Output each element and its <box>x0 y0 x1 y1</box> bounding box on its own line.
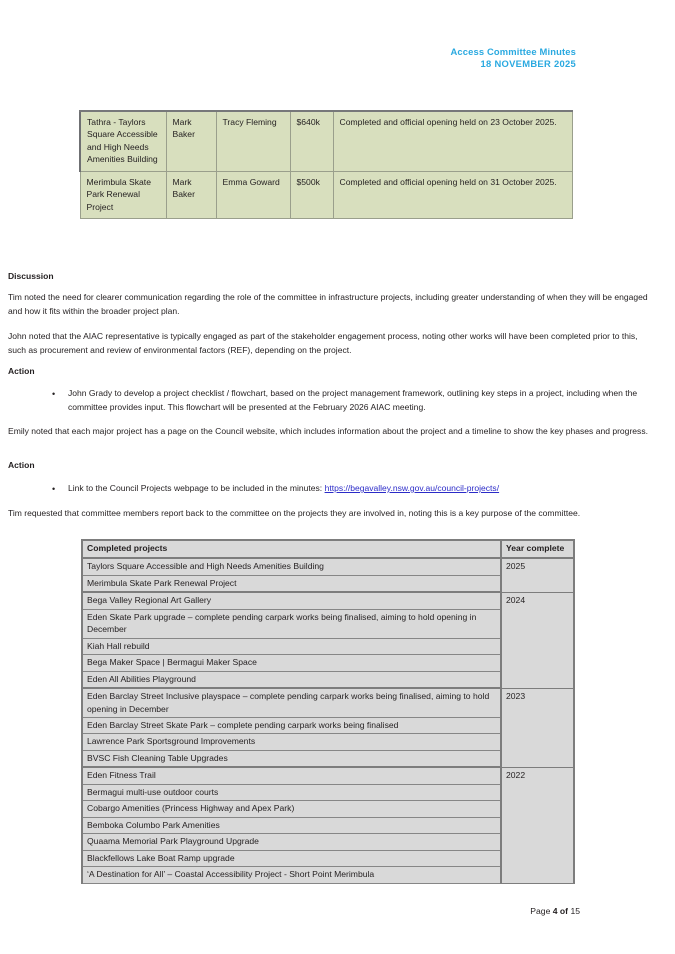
table-row <box>82 834 574 850</box>
year-cell: 2024 <box>501 592 574 688</box>
completed-projects-table <box>81 539 575 884</box>
action-section-1 <box>8 365 654 379</box>
tim-paragraph: Tim requested that committee members report back to the committee on the projects they are involved in, noting this is a key purpose of the committee. <box>8 508 581 518</box>
action-bullet-list-2 <box>8 482 654 496</box>
completed-project-cell: Eden Barclay Street Skate Park – complete pending carpark works being finalised <box>82 717 501 733</box>
project-cost-cell: $640k <box>290 111 333 171</box>
year-cell: 2023 <box>501 688 574 767</box>
table-row <box>82 688 574 717</box>
completed-project-cell: Blackfellows Lake Boat Ramp upgrade <box>82 850 501 866</box>
tim-paragraph-wrap <box>8 507 654 521</box>
table-row <box>82 655 574 671</box>
table-row <box>82 784 574 800</box>
year-cell: 2025 <box>501 558 574 592</box>
completed-project-cell: ‘A Destination for All’ – Coastal Accessibility Project - Short Point Merimbula <box>82 867 501 883</box>
completed-project-cell: Eden All Abilities Playground <box>82 671 501 688</box>
completed-project-cell: Merimbula Skate Park Renewal Project <box>82 575 501 592</box>
completed-projects-header: Completed projects <box>82 540 501 558</box>
document-header <box>450 46 576 71</box>
project-status-cell: Completed and official opening held on 23 October 2025. <box>333 111 572 171</box>
table-row <box>82 717 574 733</box>
action-heading-1: Action <box>8 366 35 376</box>
emily-paragraph-wrap <box>8 425 654 439</box>
list-item: • John Grady to develop a project checklist / flowchart, based on the project management framework, outlining key steps in a project, including when the committee provides input. This flowchart will be presented at the February 2026 AIAC meeting. <box>8 387 654 415</box>
completed-project-cell: Bemboka Columbo Park Amenities <box>82 817 501 833</box>
project-name-cell: Merimbula Skate Park Renewal Project <box>80 171 166 218</box>
project-owner-cell: Mark Baker <box>166 171 216 218</box>
completed-project-cell: BVSC Fish Cleaning Table Upgrades <box>82 750 501 767</box>
table-row <box>82 801 574 817</box>
discussion-section <box>8 270 654 284</box>
year-cell: 2022 <box>501 767 574 883</box>
page-footer <box>0 906 580 916</box>
completed-project-cell: Bega Maker Space | Bermagui Maker Space <box>82 655 501 671</box>
table-row <box>82 558 574 575</box>
footer-page-label: Page <box>530 906 551 916</box>
table-row <box>80 111 572 171</box>
project-contact-cell: Emma Goward <box>216 171 290 218</box>
discussion-paragraph-1-wrap <box>8 291 654 319</box>
table-row <box>82 671 574 688</box>
table-row <box>82 575 574 592</box>
project-name-cell: Tathra - Taylors Square Accessible and High Needs Amenities Building <box>80 111 166 171</box>
table-row <box>82 750 574 767</box>
discussion-heading: Discussion <box>8 271 54 281</box>
action-bullet-list-1 <box>8 387 654 415</box>
completed-project-cell: Quaama Memorial Park Playground Upgrade <box>82 834 501 850</box>
discussion-paragraph-2: John noted that the AIAC representative is typically engaged as part of the stakeholder engagement process, noting other works will have been completed prior to this, such as procurement and review of environmental factors (REF), depending on the project. <box>8 331 638 355</box>
completed-project-cell: Eden Barclay Street Inclusive playspace – complete pending carpark works being finalised, aiming to hold opening in December <box>82 688 501 717</box>
project-status-cell: Completed and official opening held on 31 October 2025. <box>333 171 572 218</box>
project-contact-cell: Tracy Fleming <box>216 111 290 171</box>
council-projects-link[interactable]: https://begavalley.nsw.gov.au/council-projects/ <box>324 483 500 493</box>
completed-project-cell: Eden Skate Park upgrade – complete pending carpark works being finalised, aiming to hold opening in December <box>82 609 501 638</box>
table-header-row <box>82 540 574 558</box>
emily-paragraph: Emily noted that each major project has a page on the Council website, which includes information about the project and a timeline to show the key phases and progress. <box>8 426 648 436</box>
action-heading-2: Action <box>8 460 35 470</box>
completed-project-cell: Cobargo Amenities (Princess Highway and Apex Park) <box>82 801 501 817</box>
project-cost-cell: $500k <box>290 171 333 218</box>
action-section-2 <box>8 459 654 473</box>
completed-project-cell: Taylors Square Accessible and High Needs Amenities Building <box>82 558 501 575</box>
discussion-paragraph-2-wrap <box>8 330 654 358</box>
table-row <box>82 592 574 609</box>
project-owner-cell: Mark Baker <box>166 111 216 171</box>
completed-project-cell: Kiah Hall rebuild <box>82 638 501 654</box>
completed-project-cell: Lawrence Park Sportsground Improvements <box>82 734 501 750</box>
list-item <box>8 482 654 496</box>
table-row <box>82 609 574 638</box>
table-row <box>82 850 574 866</box>
footer-current-page: 4 of <box>552 906 569 916</box>
table-row <box>82 867 574 883</box>
action-bullets-2-wrap <box>8 482 654 496</box>
completed-project-cell: Eden Fitness Trail <box>82 767 501 784</box>
header-date: 18 NOVEMBER 2025 <box>480 58 576 70</box>
header-title: Access Committee Minutes <box>450 46 576 57</box>
table-row <box>82 638 574 654</box>
table-row <box>82 817 574 833</box>
year-complete-header: Year complete <box>501 540 574 558</box>
action-bullets-1-wrap <box>8 387 654 415</box>
action-bullet-2-text: Link to the Council Projects webpage to be included in the minutes: <box>68 483 325 493</box>
completed-project-cell: Bega Valley Regional Art Gallery <box>82 592 501 609</box>
table-row <box>82 767 574 784</box>
completed-project-cell: Bermagui multi-use outdoor courts <box>82 784 501 800</box>
table-row <box>82 734 574 750</box>
footer-total-pages: 15 <box>570 906 580 916</box>
discussion-paragraph-1: Tim noted the need for clearer communication regarding the role of the committee in infrastructure projects, including greater understanding of when they will be engaged and how it fits within the broader project plan. <box>8 292 648 316</box>
table-row <box>80 171 572 218</box>
current-projects-table <box>79 110 573 219</box>
